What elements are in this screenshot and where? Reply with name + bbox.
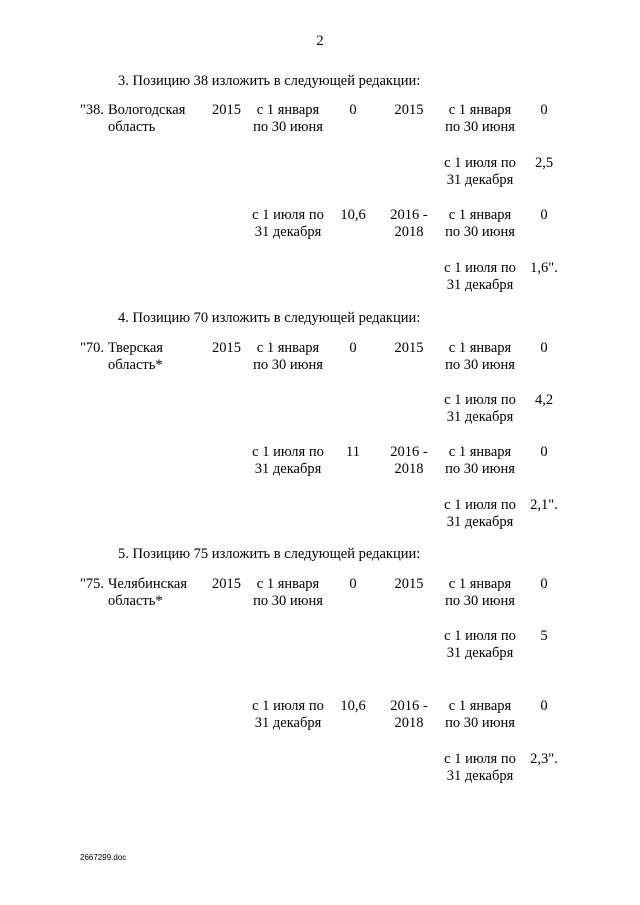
value-1: 11 <box>346 444 360 460</box>
period-2: с 1 июля по 31 декабря <box>444 628 516 661</box>
period-2: с 1 июля по 31 декабря <box>444 155 516 188</box>
period-2: с 1 июля по 31 декабря <box>444 751 516 784</box>
period-2: с 1 января по 30 июня <box>445 444 515 477</box>
year-2: 2015 <box>394 340 424 356</box>
position-number: "75. <box>80 576 105 592</box>
period-2: с 1 июля по 31 декабря <box>444 260 516 293</box>
instruction-text: 4. Позицию 70 изложить в следующей редакции: <box>118 310 421 326</box>
instruction-text: 3. Позицию 38 изложить в следующей редакции: <box>118 73 421 89</box>
base-year: 2015 <box>212 102 241 118</box>
value-2: 0 <box>540 207 548 223</box>
period-1: с 1 января по 30 июня <box>253 102 323 135</box>
value-2: 0 <box>540 576 548 592</box>
value-1: 0 <box>349 576 357 592</box>
value-1: 10,6 <box>340 207 366 223</box>
year-2: 2015 <box>394 576 424 592</box>
region-name: Челябинская область* <box>108 576 188 609</box>
footer-doc-code: 2667299.doc <box>80 853 127 862</box>
period-2: с 1 января по 30 июня <box>445 698 515 731</box>
value-2: 4,2 <box>534 392 554 408</box>
value-2: 2,3". <box>530 751 558 767</box>
region-name: Тверская область* <box>108 340 163 373</box>
year-2: 2016 - 2018 <box>390 698 428 731</box>
value-2: 0 <box>540 102 548 118</box>
period-2: с 1 июля по 31 декабря <box>444 497 516 530</box>
period-1: с 1 июля по 31 декабря <box>252 698 324 731</box>
value-1: 10,6 <box>340 698 366 714</box>
region-name: Вологодская область <box>108 102 186 135</box>
value-1: 0 <box>349 340 357 356</box>
value-1: 0 <box>349 102 357 118</box>
year-2: 2016 - 2018 <box>390 207 428 240</box>
position-number: "38. <box>80 102 105 118</box>
period-1: с 1 июля по 31 декабря <box>252 207 324 240</box>
year-2: 2016 - 2018 <box>390 444 428 477</box>
period-1: с 1 июля по 31 декабря <box>252 444 324 477</box>
period-1: с 1 января по 30 июня <box>253 576 323 609</box>
period-2: с 1 января по 30 июня <box>445 576 515 609</box>
year-2: 2015 <box>394 102 424 118</box>
value-2: 0 <box>540 698 548 714</box>
value-2: 1,6". <box>530 260 558 276</box>
period-1: с 1 января по 30 июня <box>253 340 323 373</box>
period-2: с 1 января по 30 июня <box>445 207 515 240</box>
base-year: 2015 <box>212 340 241 356</box>
value-2: 2,1". <box>530 497 558 513</box>
value-2: 0 <box>540 444 548 460</box>
period-2: с 1 июля по 31 декабря <box>444 392 516 425</box>
position-number: "70. <box>80 340 105 356</box>
value-2: 5 <box>540 628 548 644</box>
period-2: с 1 января по 30 июня <box>445 102 515 135</box>
value-2: 2,5 <box>534 155 554 171</box>
instruction-text: 5. Позицию 75 изложить в следующей редакции: <box>118 546 421 562</box>
period-2: с 1 января по 30 июня <box>445 340 515 373</box>
value-2: 0 <box>540 340 548 356</box>
page-number: 2 <box>316 33 324 49</box>
base-year: 2015 <box>212 576 241 592</box>
